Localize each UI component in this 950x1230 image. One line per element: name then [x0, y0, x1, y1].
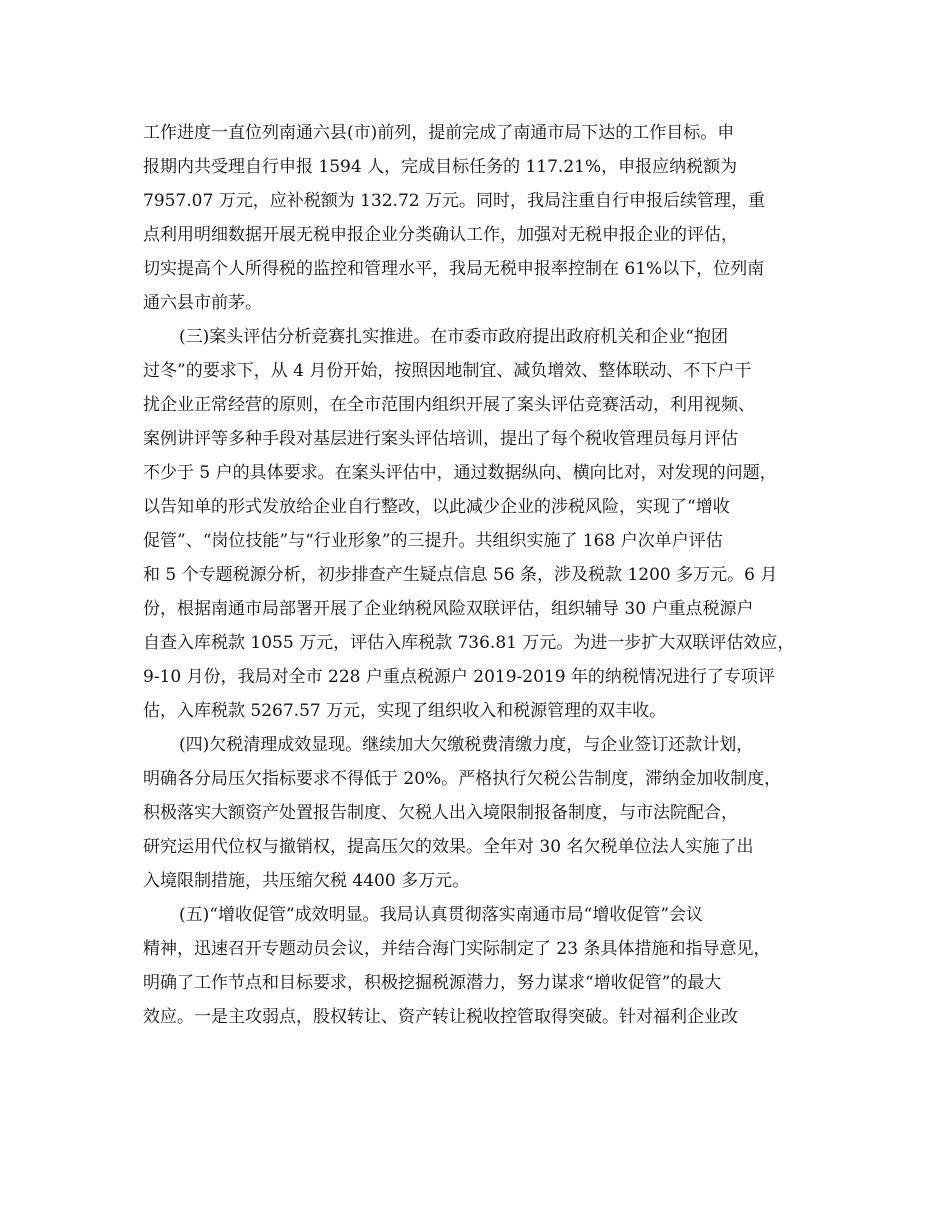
text-line: 促管”、“岗位技能”与“行业形象”的三提升。共组织实施了 168 户次单户评估 [143, 531, 723, 551]
text-line: 扰企业正常经营的原则，在全市范围内组织开展了案头评估竞赛活动，利用视频、 [143, 395, 755, 415]
text-line: 过冬”的要求下，从 4 月份开始，按照因地制宜、减负增效、整体联动、不下户干 [143, 361, 752, 381]
text-line: 不少于 5 户的具体要求。在案头评估中，通过数据纵向、横向比对，对发现的问题， [143, 463, 777, 483]
text-line: 切实提高个人所得税的监控和管理水平，我局无税申报率控制在 61%以下，位列南 [143, 259, 765, 279]
text-line: 估，入库税款 5267.57 万元，实现了组织收入和税源管理的双丰收。 [143, 701, 667, 721]
text-line: 自查入库税款 1055 万元，评估入库税款 736.81 万元。为进一步扩大双联评估效应， [143, 633, 795, 653]
document-body [143, 116, 823, 1034]
text-line: 精神，迅速召开专题动员会议，并结合海门实际制定了 23 条具体措施和指导意见， [143, 939, 771, 959]
text-line: 工作进度一直位列南通六县(市)前列，提前完成了南通市局下达的工作目标。申 [143, 123, 735, 143]
text-line: 9-10 月份，我局对全市 228 户重点税源户 2019-2019 年的纳税情况进行了专项评 [143, 667, 775, 687]
text-line: 积极落实大额资产处置报告制度、欠税人出入境限制报备制度，与市法院配合， [143, 803, 738, 823]
text-line: 点利用明细数据开展无税申报企业分类确认工作，加强对无税申报企业的评估， [143, 225, 738, 245]
text-line: 效应。一是主攻弱点，股权转让、资产转让税收控管取得突破。针对福利企业改 [143, 1007, 738, 1027]
text-line: 通六县市前茅。 [143, 293, 262, 313]
text-line: 明确各分局压欠指标要求不得低于 20%。严格执行欠税公告制度，滞纳金加收制度， [143, 769, 782, 789]
text-line: 份，根据南通市局部署开展了企业纳税风险双联评估，组织辅导 30 户重点税源户 [143, 599, 754, 619]
paragraph-first-line: (三)案头评估分析竞赛扎实推进。在市委市政府提出政府机关和企业“抱团 [179, 327, 728, 347]
text-line: 入境限制措施，共压缩欠税 4400 多万元。 [143, 871, 470, 891]
text-line: 研究运用代位权与撤销权，提高压欠的效果。全年对 30 名欠税单位法人实施了出 [143, 837, 754, 857]
paragraph-first-line: (五)“增收促管”成效明显。我局认真贯彻落实南通市局“增收促管”会议 [179, 905, 704, 925]
paragraph-first-line: (四)欠税清理成效显现。继续加大欠缴税费清缴力度，与企业签订还款计划， [179, 735, 754, 755]
text-line: 以告知单的形式发放给企业自行整改，以此减少企业的涉税风险，实现了“增收 [143, 497, 730, 517]
text-line: 案例讲评等多种手段对基层进行案头评估培训，提出了每个税收管理员每月评估 [143, 429, 738, 449]
text-line: 报期内共受理自行申报 1594 人，完成目标任务的 117.21%，申报应纳税额为 [143, 157, 738, 177]
text-line: 和 5 个专题税源分析，初步排查产生疑点信息 56 条，涉及税款 1200 多万元。6 月 [143, 565, 778, 585]
text-line: 7957.07 万元，应补税额为 132.72 万元。同时，我局注重自行申报后续管理，重 [143, 191, 765, 211]
text-line: 明确了工作节点和目标要求，积极挖掘税源潜力，努力谋求“增收促管”的最大 [143, 973, 722, 993]
